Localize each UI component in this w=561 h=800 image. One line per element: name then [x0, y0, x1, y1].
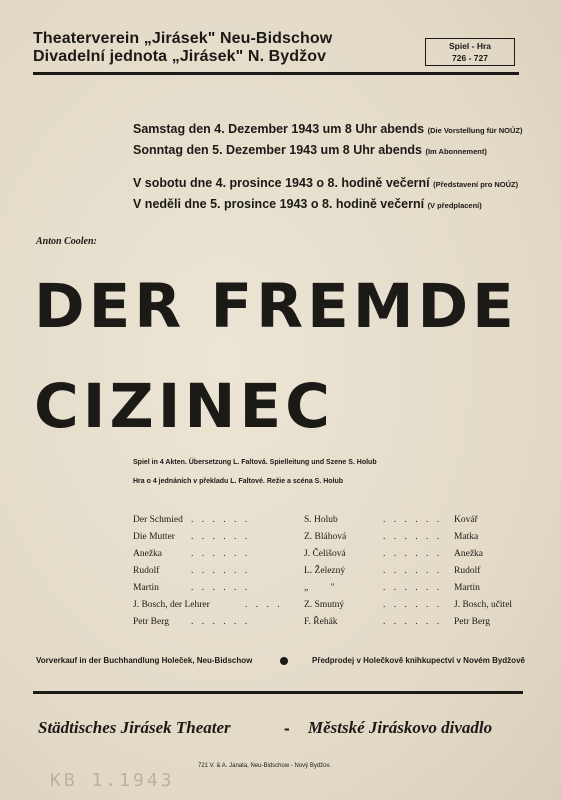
- leader-dots: . . . . . .: [191, 532, 251, 542]
- cast-row: [133, 532, 523, 549]
- performance-date-4: V neděli dne 5. prosince 1943 o 8. hodině večerní (V předplacení): [133, 197, 482, 211]
- leader-dots: . . . . . .: [191, 583, 251, 593]
- footer-separator: -: [284, 719, 290, 738]
- actor-name: F. Řehák: [304, 617, 338, 627]
- header-line-german: Theaterverein „Jirásek" Neu-Bidschow: [33, 30, 333, 47]
- bottom-divider: [33, 691, 523, 694]
- cast-row: [133, 617, 523, 634]
- actor-name: J. Čelišová: [304, 549, 346, 559]
- leader-dots: . . . . . .: [191, 566, 251, 576]
- header-line-czech: Divadelní jednota „Jirásek" N. Bydžov: [33, 48, 327, 65]
- leader-dots: . . . . . .: [383, 600, 443, 610]
- role-czech: J. Bosch, učitel: [454, 600, 513, 610]
- performance-date-1: Samstag den 4. Dezember 1943 um 8 Uhr abends (Die Vorstellung für NOÚZ): [133, 122, 523, 136]
- role-czech: Anežka: [454, 549, 484, 559]
- cast-row: [133, 566, 523, 583]
- play-number-box: [425, 38, 515, 66]
- cast-row: [133, 549, 523, 566]
- title-german: DER FREMDE: [34, 271, 518, 342]
- leader-dots: . . . . . .: [383, 515, 443, 525]
- cast-row: [133, 515, 523, 532]
- title-czech: CIZINEC: [34, 371, 334, 442]
- role-german: Rudolf: [133, 566, 160, 576]
- leader-dots: . . . . . .: [191, 549, 251, 559]
- role-german: J. Bosch, der Lehrer: [133, 600, 210, 610]
- leader-dots: . . . . . .: [383, 583, 443, 593]
- actor-name: „ ": [304, 583, 345, 593]
- archive-stamp: KB 1.1943: [50, 770, 175, 791]
- role-german: Die Mutter: [133, 532, 175, 542]
- actor-name: Z. Smutný: [304, 600, 345, 610]
- bullet-dot: [280, 657, 288, 665]
- role-czech: Martin: [454, 583, 480, 593]
- role-czech: Rudolf: [454, 566, 481, 576]
- footer-theater-german: Städtisches Jirásek Theater: [38, 718, 231, 737]
- cast-row: [133, 600, 523, 617]
- role-german: Der Schmied: [133, 515, 183, 525]
- role-czech: Matka: [454, 532, 479, 542]
- role-german: Martin: [133, 583, 159, 593]
- play-number-label: Spiel - Hra: [448, 41, 492, 51]
- leader-dots: . . . . . .: [191, 617, 251, 627]
- actor-name: S. Holub: [304, 515, 338, 525]
- presale-german: Vorverkauf in der Buchhandlung Holeček, Neu-Bidschow: [36, 656, 253, 665]
- author-name: Anton Coolen:: [36, 236, 97, 247]
- leader-dots: . . . . . .: [383, 532, 443, 542]
- footer-theater-czech: Městské Jiráskovo divadlo: [308, 718, 493, 737]
- cast-row: [133, 583, 523, 600]
- role-german: Petr Berg: [133, 617, 169, 627]
- leader-dots: . . . . . .: [383, 566, 443, 576]
- play-number-values: 726 - 727: [452, 53, 488, 63]
- leader-dots: . . . . . .: [383, 617, 443, 627]
- role-german: Anežka: [133, 549, 163, 559]
- top-divider: [33, 72, 519, 75]
- leader-dots: . . . . . .: [191, 515, 251, 525]
- cast-list: [133, 515, 523, 634]
- subtitle-german: Spiel in 4 Akten. Übersetzung L. Faltová. Spielleitung und Szene S. Holub: [133, 459, 377, 466]
- presale-czech: Předprodej v Holečkově knihkupectví v Novém Bydžově: [312, 656, 525, 665]
- leader-dots: . . . .: [245, 600, 283, 610]
- actor-name: L. Železný: [304, 566, 346, 576]
- role-czech: Kovář: [454, 515, 478, 525]
- performance-date-2: Sonntag den 5. Dezember 1943 um 8 Uhr abends (Im Abonnement): [133, 143, 487, 157]
- printer-credit: 721 V. & A. Janata, Neu-Bidschow - Nový Bydžov.: [198, 763, 331, 769]
- role-czech: Petr Berg: [454, 617, 490, 627]
- subtitle-czech: Hra o 4 jednáních v překladu L. Faltové. Režie a scéna S. Holub: [133, 478, 344, 485]
- leader-dots: . . . . . .: [383, 549, 443, 559]
- actor-name: Z. Bláhová: [304, 532, 347, 542]
- performance-date-3: V sobotu dne 4. prosince 1943 o 8. hodině večerní (Představení pro NOÚZ): [133, 176, 519, 190]
